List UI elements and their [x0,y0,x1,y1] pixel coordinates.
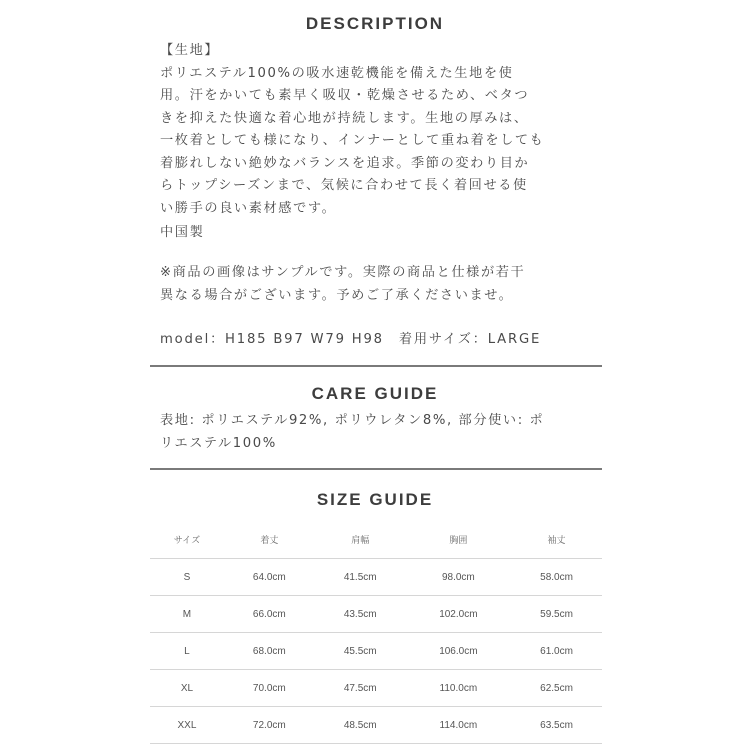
care-guide-heading: CARE GUIDE [311,384,439,403]
fabric-line: らトップシーズンまで、気候に合わせて長く着回せる使 [160,178,528,193]
header-length: 着丈 [224,520,315,559]
sleeve-cell: 62.5cm [511,670,602,707]
length-cell: 70.0cm [224,670,315,707]
size-table-header [150,520,602,559]
chest-cell: 98.0cm [406,559,511,596]
fabric-line: い勝手の良い素材感です。 [160,200,337,216]
shoulder-cell: 45.5cm [315,633,406,670]
size-guide-heading: SIZE GUIDE [316,490,434,509]
table-row [150,707,602,744]
origin-line: 中国製 [160,225,205,240]
table-row [150,596,602,633]
sleeve-cell: 58.0cm [511,559,602,596]
table-row [150,633,602,670]
fabric-line: 着膨れしない絶妙なバランスを追求。季節の変わり目か [160,155,530,171]
sleeve-cell: 61.0cm [511,633,602,670]
header-sleeve: 袖丈 [511,520,602,559]
notice-text [160,262,595,307]
table-row [150,670,602,707]
fabric-line: ポリエステル100%の吸水速乾機能を備えた生地を使 [160,65,514,81]
size-cell: L [150,633,224,670]
length-cell: 64.0cm [224,559,315,596]
description-heading: DESCRIPTION [305,14,445,33]
header-size: サイズ [150,520,224,559]
chest-cell: 102.0cm [406,596,511,633]
chest-cell: 106.0cm [406,633,511,670]
size-cell: S [150,559,224,596]
length-cell: 66.0cm [224,596,315,633]
fabric-section [160,40,595,220]
table-row [150,559,602,596]
origin-text [160,222,595,245]
shoulder-cell: 43.5cm [315,596,406,633]
notice-line: 異なる場合がございます。予めご了承くださいませ。 [160,287,514,303]
fabric-line: 一枚着としても様になり、インナーとして重ね着をしても [160,133,545,148]
length-cell: 72.0cm [224,707,315,744]
length-cell: 68.0cm [224,633,315,670]
model-info [160,329,595,352]
fabric-line: 用。汗をかいても素早く吸収・乾燥させるため、ベタつ [160,88,530,103]
size-cell: XXL [150,707,224,744]
shoulder-cell: 47.5cm [315,670,406,707]
shoulder-cell: 41.5cm [315,559,406,596]
size-table [150,520,602,744]
section-divider [150,468,602,470]
size-cell: M [150,596,224,633]
notice-line: ※商品の画像はサンプルです。実際の商品と仕様が若干 [160,265,526,280]
model-line: model：H185 B97 W79 H98 着用サイズ：LARGE [160,332,542,347]
fabric-line: きを抑えた快適な着心地が持続します。生地の厚みは、 [160,110,529,126]
shoulder-cell: 48.5cm [315,707,406,744]
care-line: リエステル100% [160,435,277,451]
section-divider [150,365,602,367]
care-text [160,410,595,455]
chest-cell: 110.0cm [406,670,511,707]
sleeve-cell: 63.5cm [511,707,602,744]
care-line: 表地: ポリエステル92%, ポリウレタン8%, 部分使い: ポ [160,413,545,428]
chest-cell: 114.0cm [406,707,511,744]
header-chest: 胸囲 [406,520,511,559]
size-cell: XL [150,670,224,707]
sleeve-cell: 59.5cm [511,596,602,633]
fabric-header: 【生地】 [160,43,220,58]
header-shoulder: 肩幅 [315,520,406,559]
